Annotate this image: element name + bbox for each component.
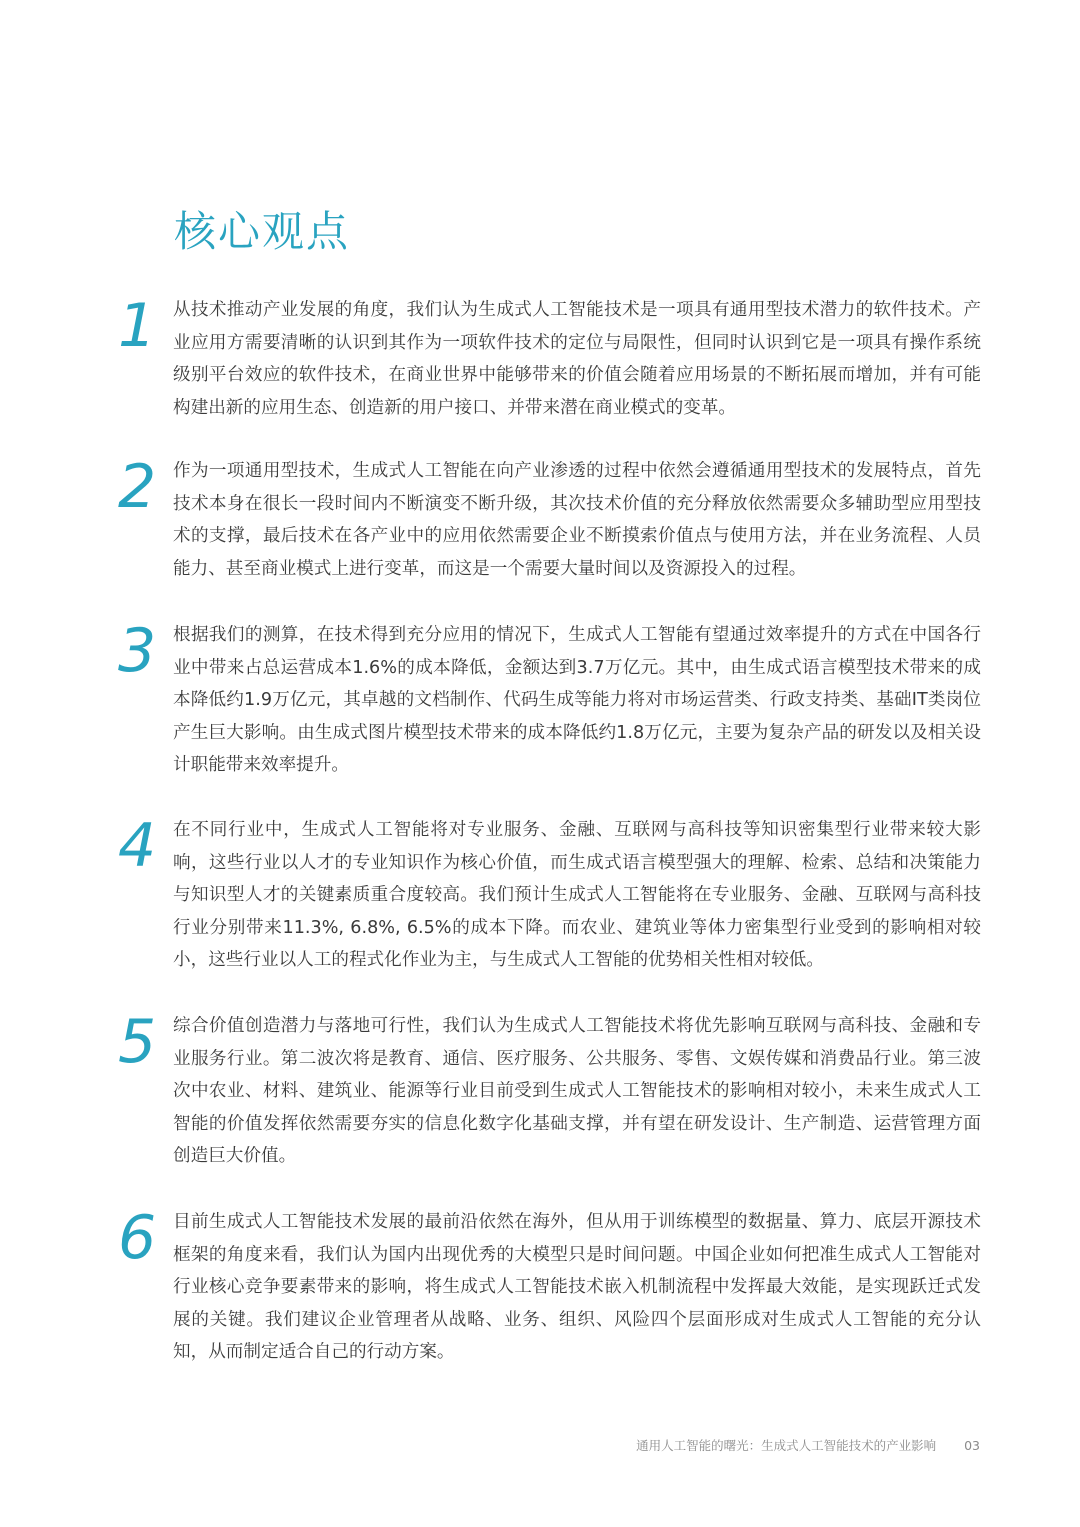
- footer-report-title: 通用人工智能的曙光：生成式人工智能技术的产业影响: [636, 1438, 937, 1453]
- page-title: 核心观点: [174, 207, 351, 256]
- point-text: 作为一项通用型技术，生成式人工智能在向产业渗透的过程中依然会遵循通用型技术的发展特点，首先技术本身在很长一段时间内不断演变不断升级，其次技术价值的充分释放依然需要众多辅助型应用型技术的支撑，最后技术在各产业中的应用依然需要企业不断摸索价值点与使用方法，并在业务流程、人员能力、甚至商业模式上进行变革，而这是一个需要大量时间以及资源投入的过程。: [173, 461, 981, 579]
- page-number: 03: [964, 1438, 980, 1453]
- point-number: 1: [118, 291, 157, 361]
- point-text: 目前生成式人工智能技术发展的最前沿依然在海外，但从用于训练模型的数据量、算力、底层开源技术框架的角度来看，我们认为国内出现优秀的大模型只是时间问题。中国企业如何把准生成式人工智能对行业核心竞争要素带来的影响，将生成式人工智能技术嵌入机制流程中发挥最大效能，是实现跃迁式发展的关键。我们建议企业管理者从战略、业务、组织、风险四个层面形成对生成式人工智能的充分认知，从而制定适合自己的行动方案。: [173, 1212, 981, 1362]
- point-number: 4: [118, 811, 157, 881]
- page-footer: [636, 1436, 980, 1454]
- point-number: 3: [118, 616, 157, 686]
- point-text: 根据我们的测算，在技术得到充分应用的情况下，生成式人工智能有望通过效率提升的方式在中国各行业中带来占总运营成本1.6%的成本降低，金额达到3.7万亿元。其中，由生成式语言模型技术带来的成本降低约1.9万亿元，其卓越的文档制作、代码生成等能力将对市场运营类、行政支持类、基础IT类岗位产生巨大影响。由生成式图片模型技术带来的成本降低约1.8万亿元，主要为复杂产品的研发以及相关设计职能带来效率提升。: [173, 625, 981, 775]
- point-number: 2: [118, 452, 157, 522]
- point-number: 6: [118, 1203, 157, 1273]
- point-text: 综合价值创造潜力与落地可行性，我们认为生成式人工智能技术将优先影响互联网与高科技、金融和专业服务行业。第二波次将是教育、通信、医疗服务、公共服务、零售、文娱传媒和消费品行业。第三波次中农业、材料、建筑业、能源等行业目前受到生成式人工智能技术的影响相对较小，未来生成式人工智能的价值发挥依然需要夯实的信息化数字化基础支撑，并有望在研发设计、生产制造、运营管理方面创造巨大价值。: [173, 1016, 981, 1166]
- point-text: 在不同行业中，生成式人工智能将对专业服务、金融、互联网与高科技等知识密集型行业带来较大影响，这些行业以人才的专业知识作为核心价值，而生成式语言模型强大的理解、检索、总结和决策能力与知识型人才的关键素质重合度较高。我们预计生成式人工智能将在专业服务、金融、互联网与高科技行业分别带来11.3%, 6.8%, 6.5%的成本下降。而农业、建筑业等体力密集型行业受到的影响相对较小，这些行业以人工的程式化作业为主，与生成式人工智能的优势相关性相对较低。: [173, 820, 981, 970]
- point-text: 从技术推动产业发展的角度，我们认为生成式人工智能技术是一项具有通用型技术潜力的软件技术。产业应用方需要清晰的认识到其作为一项软件技术的定位与局限性，但同时认识到它是一项具有操作系统级别平台效应的软件技术，在商业世界中能够带来的价值会随着应用场景的不断拓展而增加，并有可能构建出新的应用生态、创造新的用户接口、并带来潜在商业模式的变革。: [173, 300, 981, 418]
- point-number: 5: [118, 1007, 157, 1077]
